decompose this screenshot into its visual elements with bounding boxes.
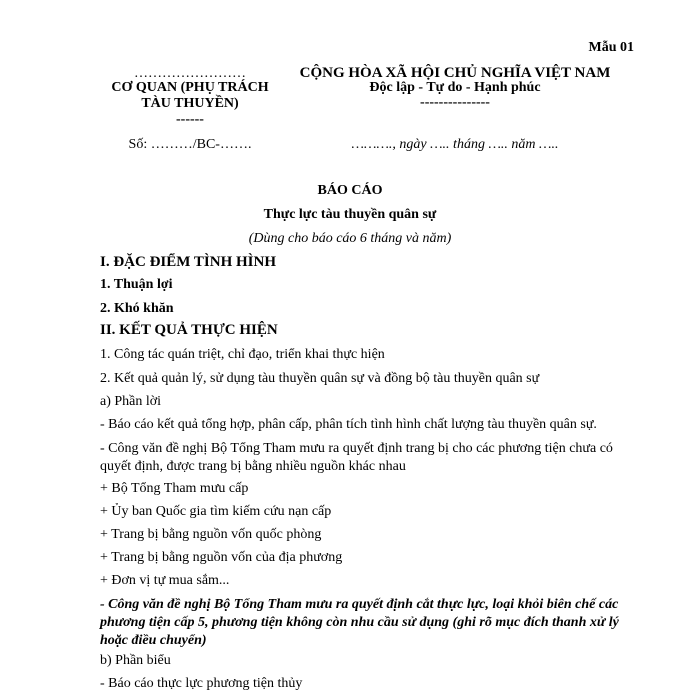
document-subtitle: Thực lực tàu thuyền quân sự [263,207,437,222]
subsection-heading: 1. Thuận lợi [100,277,173,292]
header-dots: …………………… [134,66,246,81]
body-paragraph: 2. Kết quả quản lý, sử dụng tàu thuyền quân sự và đồng bộ tàu thuyền quân sự [100,371,540,386]
subsection-heading: 2. Khó khăn [100,301,174,316]
section-heading: I. ĐẶC ĐIỂM TÌNH HÌNH [100,254,276,270]
emphasized-paragraph: - Công văn đề nghị Bộ Tổng Tham mưu ra quyết định cắt thực lực, loại khỏi biên chế các phương tiện cấp 5, phương tiện không còn nhu cầu sử dụng (ghi rõ mục đích thanh xử lý hoặc điều chuyển) [100,597,619,648]
form-code: Mẫu 01 [588,40,634,55]
agency-line-2: TÀU THUYỀN) [141,96,239,111]
date-line: ………., ngày ….. tháng ….. năm ….. [351,137,559,152]
section-heading: II. KẾT QUẢ THỰC HIỆN [100,322,278,338]
list-item: + Đơn vị tự mua sắm... [100,573,230,588]
motto: Độc lập - Tự do - Hạnh phúc [369,80,541,95]
list-item: + Bộ Tổng Tham mưu cấp [100,481,249,496]
body-paragraph: - Báo cáo kết quả tổng hợp, phân cấp, phân tích tình hình chất lượng tàu thuyền quân sự. [100,417,597,432]
list-item: + Trang bị bằng nguồn vốn quốc phòng [100,527,322,542]
document-number: Số: ………/BC-……. [128,137,252,152]
country-name: CỘNG HÒA XÃ HỘI CHỦ NGHĨA VIỆT NAM [299,65,611,81]
document-note: (Dùng cho báo cáo 6 tháng và năm) [248,231,452,246]
list-item: + Ủy ban Quốc gia tìm kiếm cứu nạn cấp [100,504,332,519]
header-right-separator: --------------- [420,95,490,110]
body-paragraph: - Báo cáo thực lực phương tiện thủy [100,676,303,691]
body-paragraph: a) Phần lời [100,394,162,409]
body-paragraph: - Công văn đề nghị Bộ Tổng Tham mưu ra quyết định trang bị cho các phương tiện chưa có quyết định, được trang bị bằng nhiều nguồn khác nhau [100,441,613,474]
body-paragraph: b) Phần biểu [100,653,171,668]
list-item: + Trang bị bằng nguồn vốn của địa phương [100,550,343,565]
header-left-separator: ------ [176,112,204,127]
agency-line-1: CƠ QUAN (PHỤ TRÁCH [111,80,269,95]
document-title: BÁO CÁO [317,183,383,198]
body-paragraph: 1. Công tác quán triệt, chỉ đạo, triển khai thực hiện [100,347,385,362]
